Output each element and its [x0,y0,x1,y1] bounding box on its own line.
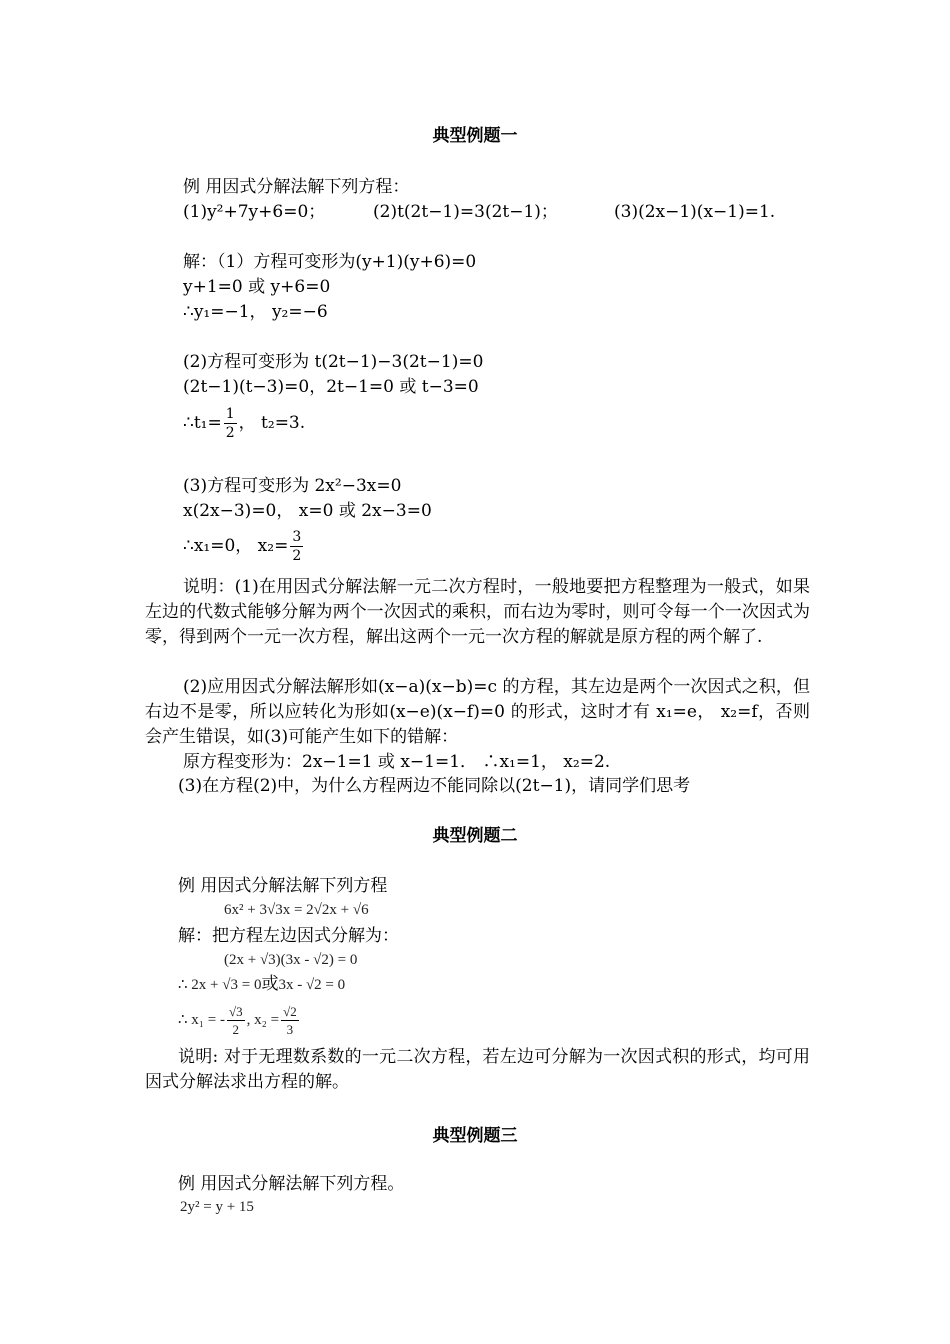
section2-roots-line [178,1000,301,1040]
section2-equation: 6x² + 3√3x = 2√2x + √6 [224,902,369,918]
explanation-paragraph-2: (2)应用因式分解法解形如(x−a)(x−b)=c 的方程，其左边是两个一次因式之积，但右边不是零，所以应转化为形如(x−e)(x−f)=0 的形式，这时才有 x₁=e， x₂=f，否则会产生错误，如(3)可能产生如下的错解： [145,677,810,747]
problem-1: (1)y²+7y+6=0； [183,202,326,222]
section3-equation: 2y² = y + 15 [180,1199,254,1215]
solution1-line1: 解：（1）方程可变形为(y+1)(y+6)=0 [183,252,477,272]
solution3-line3 [183,528,305,565]
section2-factored-equation: (2x + √3)(3x - √2) = 0 [224,952,358,968]
solution3-line1: (3)方程可变形为 2x²−3x=0 [183,476,402,496]
root2-fraction [281,1003,299,1038]
problem-3: (3)(2x−1)(x−1)=1. [614,202,776,222]
section3-prompt: 例 用因式分解法解下列方程。 [178,1174,405,1194]
section2-explanation: 说明: 对于无理数系数的一元二次方程，若左边可分解为一次因式积的形式，均可用因式分解法求出方程的解。 [145,1047,810,1092]
roots-middle: , x₂ = [246,1012,280,1028]
fraction-numerator: 1 [225,406,235,422]
roots-prefix: ∴ x₁ = - [178,1012,225,1028]
fraction-numerator: 3 [292,529,302,545]
solution2-line3 [183,405,305,442]
root1-fraction [227,1003,245,1038]
root1-numerator: √3 [228,1004,243,1020]
section1-prompt: 例 用因式分解法解下列方程： [183,177,410,197]
section2-solution-label: 解：把方程左边因式分解为： [178,926,399,946]
or-word: 或 [261,974,279,994]
fraction-denominator: 2 [292,548,302,564]
root1-denominator: 2 [232,1022,240,1038]
solution1-line2: y+1=0 或 y+6=0 [183,277,331,297]
problem-2: (2)t(2t−1)=3(2t−1)； [373,202,558,222]
factor-two-zero: 3x - √2 = 0 [278,977,346,993]
section2-therefore-line [178,973,345,995]
explanation-paragraph-4: (3)在方程(2)中，为什么方程两边不能同除以(2t−1)，请同学们思考 [178,776,691,796]
section2-prompt: 例 用因式分解法解下列方程 [178,876,388,896]
solution3-line2: x(2x−3)=0， x=0 或 2x−3=0 [183,501,432,521]
section1-title: 典型例题一 [432,126,518,146]
fraction-denominator: 2 [225,425,235,441]
section3-title: 典型例题三 [432,1126,518,1146]
solution3-line3-prefix: ∴x₁=0， x₂= [183,536,289,556]
solution2-line3-prefix: ∴t₁= [183,413,222,433]
root2-denominator: 3 [286,1022,294,1038]
fraction-three-halves [290,528,303,565]
fraction-one-half [224,405,237,442]
solution2-line2: (2t−1)(t−3)=0，2t−1=0 或 t−3=0 [183,377,479,397]
explanation-paragraph-1: 说明：(1)在用因式分解法解一元二次方程时，一般地要把方程整理为一般式，如果左边的代数式能够分解为两个一次因式的乘积，而右边为零时，则可令每一个一次因式为零，得到两个一元一次方程，解出这两个一元一次方程的解就是原方程的两个解了. [145,577,810,647]
factor-one-zero: ∴ 2x + √3 = 0 [178,977,262,993]
solution2-line3-suffix: ， t₂=3. [238,413,306,433]
solution1-line3: ∴y₁=−1， y₂=−6 [183,302,328,322]
root2-numerator: √2 [283,1004,297,1020]
section2-title: 典型例题二 [432,826,518,846]
solution2-line1: (2)方程可变形为 t(2t−1)−3(2t−1)=0 [183,352,484,372]
explanation-paragraph-3: 原方程变形为：2x−1=1 或 x−1=1． ∴x₁=1， x₂=2. [183,752,611,772]
